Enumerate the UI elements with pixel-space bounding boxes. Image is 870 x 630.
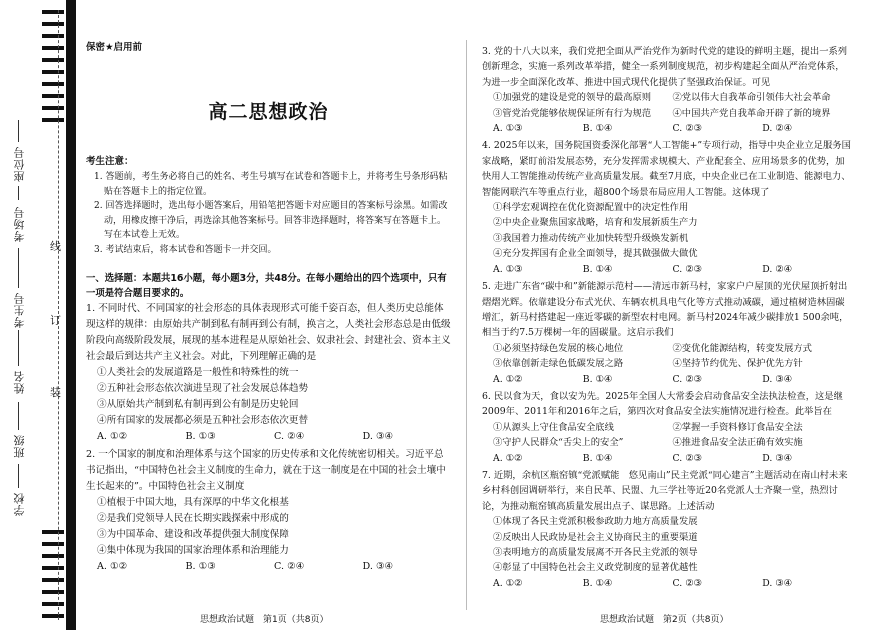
choice-b: B. ①④ [582, 452, 613, 464]
choice-a: A. ①② [97, 561, 128, 572]
choice-b: B. ①④ [582, 373, 613, 385]
notice-heading: 考生注意： [86, 156, 134, 167]
question-6 [482, 389, 852, 466]
question-stem: 5. 走进广东省“碳中和”新能源示范村——清远市新马村，家家户户屋顶的光伏屋顶折射出熠熠光辉。依靠建设分布式光伏、车辆农机具电气化等方式推动减碳，通过植树造林固碳增汇，新马村搭建起一座近零碳的新型农村电网。新马村2024年减少碳排放1 500余吨，相当于约7.5万棵树一年的固碳量。这启示我们 [482, 281, 849, 339]
question-5 [482, 279, 852, 387]
option: ②掌握一手资料修订食品安全法 [672, 421, 803, 433]
binding-bar [42, 106, 64, 110]
binding-bar [42, 554, 64, 558]
question-stem: 2. 一个国家的制度和治理体系与这个国家的历史传承和文化传统密切相关。习近平总书记指出，“中国特色社会主义制度的生命力，就在于这一制度是在中国的社会土壤中生长起来的”。中国特色社会主义制度 [86, 449, 446, 492]
option: ④所有国家的发展都必须是五种社会形态依次更替 [97, 415, 309, 426]
seal-word-line: 线 [50, 240, 61, 253]
question-3 [482, 44, 852, 136]
candidate-number-label: 考生号 [13, 292, 26, 328]
option: ①加强党的建设是党的领导的最高原则 [493, 92, 652, 104]
answer-choices [482, 372, 852, 387]
question-2 [86, 447, 451, 575]
option: ②党以伟大自我革命引领伟大社会革命 [672, 92, 831, 104]
binding-bar [42, 614, 64, 618]
binding-bar [42, 10, 64, 14]
option: ③管党治党能够依规保证所有行为规范 [493, 107, 652, 119]
choice-d: D. ③④ [762, 452, 792, 464]
binding-bar [42, 46, 64, 50]
fill-line [18, 120, 19, 142]
question-7 [482, 468, 852, 591]
choice-b: B. ①④ [582, 123, 613, 135]
name-label: 姓名 [13, 370, 26, 394]
option: ③依靠创新走绿色低碳发展之路 [493, 358, 624, 370]
option: ①必须坚持绿色发展的核心地位 [493, 342, 624, 354]
choice-c: C. ②③ [672, 452, 702, 464]
binding-bar [42, 602, 64, 606]
option: ③从原始共产制到私有制再到公有制是历史轮回 [97, 399, 299, 410]
option: ②变优化能源结构，转变发展方式 [672, 342, 812, 354]
page-2 [482, 44, 852, 593]
option: ①从源头上守住食品安全底线 [493, 421, 614, 433]
choice-d: D. ③④ [362, 431, 394, 442]
option: ①植根于中国大地，具有深厚的中华文化根基 [97, 497, 289, 508]
option-grid [482, 341, 852, 372]
choice-c: C. ②③ [672, 123, 702, 135]
binding-bar [42, 58, 64, 62]
choice-d: D. ③④ [762, 373, 792, 385]
binding-bar [42, 82, 64, 86]
notice-list [86, 170, 451, 257]
page-1 [86, 40, 451, 577]
choice-b: B. ①③ [185, 431, 216, 442]
option: ④彰显了中国特色社会主义政党制度的显著优越性 [493, 562, 698, 574]
answer-choices [86, 429, 451, 445]
option-grid [482, 420, 852, 451]
choice-c: C. ②④ [274, 431, 305, 442]
answer-choices [482, 121, 852, 136]
confidential-mark: 保密★启用前 [86, 42, 143, 53]
page-1-footer: 思想政治试题 第1页（共8页） [200, 615, 329, 625]
exam-title: 高二思想政治 [208, 101, 329, 123]
option: ④坚持节约优先、保护优先方针 [672, 358, 803, 370]
answer-choices [482, 451, 852, 466]
binding-strip [0, 0, 78, 630]
option: ①科学宏观调控在优化资源配置中的决定性作用 [493, 202, 689, 214]
option: ①体现了各民主党派积极参政助力地方高质量发展 [493, 516, 698, 528]
fill-line [18, 402, 19, 430]
answer-choices [86, 559, 451, 575]
choice-c: C. ②③ [672, 373, 702, 385]
choice-b: B. ①③ [185, 561, 216, 572]
answer-choices [482, 262, 852, 277]
page-2-footer: 思想政治试题 第2页（共8页） [600, 615, 729, 625]
option: ③守护人民群众“舌尖上的安全” [493, 437, 624, 449]
question-1 [86, 301, 451, 445]
choice-c: C. ②③ [672, 577, 702, 589]
option: ②中央企业聚焦国家战略，培育和发展新质生产力 [493, 217, 698, 229]
choice-c: C. ②③ [672, 263, 702, 275]
option: ②五种社会形态依次演进呈现了社会发展总体趋势 [97, 383, 309, 394]
option: ④充分发挥国有企业全面领导，提其做强做大做优 [493, 248, 698, 260]
notice-item: 3. 考试结束后，将本试卷和答题卡一并交回。 [94, 244, 277, 255]
option: ②反映出人民政协是社会主义协商民主的重要渠道 [493, 531, 698, 543]
fill-line [18, 330, 19, 366]
binding-bar [42, 22, 64, 26]
choice-b: B. ①④ [582, 263, 613, 275]
option: ④推进食品安全法正确有效实施 [672, 437, 803, 449]
option-grid [482, 90, 852, 121]
option: ③表明地方的高质量发展离不开各民主党派的领导 [493, 547, 698, 558]
answer-choices [482, 576, 852, 591]
question-stem: 3. 党的十八大以来，我们党把全面从严治党作为新时代党的建设的鲜明主题，提出一系列创新理念，实施一系列改革举措，健全一系列制度规范，初步构建起全面从严治党体系，为进一步全面深化改革、推进中国式现代化提供了坚强政治保证。可见 [482, 46, 848, 88]
binding-bar [42, 34, 64, 38]
choice-a: A. ①② [493, 577, 523, 589]
question-stem: 7. 近期，余杭区瓶窑镇“党派赋能 悠见南山”民主党派“同心建言”主题活动在南山村未来乡村科创园调研举行，来自民革、民盟、九三学社等近20名党派人士齐聚一堂，热烈讨论，为推动瓶窑镇高质量发展出点子、谋思路。上述活动 [482, 469, 848, 512]
choice-d: D. ②④ [762, 263, 792, 275]
option: ②是我们党领导人民在长期实践探索中形成的 [97, 513, 289, 524]
choice-d: D. ③④ [762, 577, 792, 589]
binding-bar [42, 566, 64, 570]
school-label: 学校 [13, 492, 26, 516]
seat-number-label: 座位号 [13, 146, 26, 182]
choice-a: A. ①② [97, 431, 128, 442]
option: ①人类社会的发展道路是一般性和特殊性的统一 [97, 367, 299, 378]
choice-c: C. ②④ [274, 561, 305, 572]
page-divider [466, 40, 467, 610]
binding-bar [42, 530, 64, 534]
question-4 [482, 138, 852, 277]
seal-word-pack: 装 [50, 386, 61, 399]
question-stem: 4. 2025年以来，国务院国资委深化部署“人工智能+”专项行动，指导中央企业立足服务国家战略，紧盯前沿发展态势，充分发挥需求规模大、产业配套全、应用场景多的优势，加快用人工智能推动传统产业高质量发展。截至7月底，中央企业已在工业制造、能源电力、智能网联汽车等重点行业，超800个场景布局应用人工智能。这体现了 [482, 140, 851, 198]
binding-bar [42, 542, 64, 546]
option: ③我国着力推动传统产业加快转型升级焕发新机 [493, 232, 689, 244]
notice-item: 2. 回答选择题时，选出每小题答案后，用铅笔把答题卡对应题目的答案标号涂黑。如需改动，用橡皮擦干净后，再选涂其他答案标号。回答非选择题时，将答案写在答题卡上。写在本试卷上无效。 [94, 201, 448, 240]
choice-d: D. ②④ [762, 123, 792, 135]
exam-room-label: 考场号 [13, 206, 26, 242]
choice-b: B. ①④ [582, 577, 613, 589]
section-heading: 一、选择题：本题共16小题，每小题3分，共48分。在每小题给出的四个选项中，只有一项是符合题目要求的。 [86, 273, 447, 299]
binding-bar [42, 94, 64, 98]
choice-a: A. ①③ [493, 123, 523, 135]
choice-d: D. ③④ [362, 561, 394, 572]
fill-line [18, 248, 19, 288]
choice-a: A. ①② [493, 452, 523, 464]
binding-bar [42, 118, 64, 122]
fill-line [18, 186, 19, 200]
question-stem: 1. 不同时代、不同国家的社会形态的具体表现形式可能千姿百态，但人类历史总能体现这样的规律：由原始共产制到私有制再到公有制，换言之，人类社会形态总是由低级阶段向高级阶段发展，展现的基本进程是从原始社会、奴隶社会、封建社会、资本主义社会最后到达共产主义社会。对此，下列理解正确的是 [86, 303, 451, 362]
choice-a: A. ①③ [493, 263, 523, 275]
seal-word-bind: 订 [50, 314, 61, 327]
fill-line [18, 464, 19, 488]
notice-item: 1. 答题前，考生务必将自己的姓名、考生号填写在试卷和答题卡上，并将考生号条形码粘贴在答题卡上的指定位置。 [94, 172, 448, 197]
binding-bar [42, 590, 64, 594]
class-label: 班级 [13, 434, 26, 458]
choice-a: A. ①② [493, 373, 523, 385]
question-stem: 6. 民以食为天，食以安为先。2025年全国人大常委会启动食品安全法执法检查，这是继2009年、2011年和2016年之后，第四次对食品安全法实施情况进行检查。此举旨在 [482, 390, 843, 418]
option: ④中国共产党自我革命开辟了新的境界 [672, 107, 831, 119]
option: ④集中体现为我国的国家治理体系和治理能力 [97, 545, 289, 556]
option: ③为中国革命、建设和改革提供强大制度保障 [97, 529, 289, 540]
binding-black-edge [66, 0, 76, 630]
binding-bar [42, 70, 64, 74]
binding-bar [42, 578, 64, 582]
